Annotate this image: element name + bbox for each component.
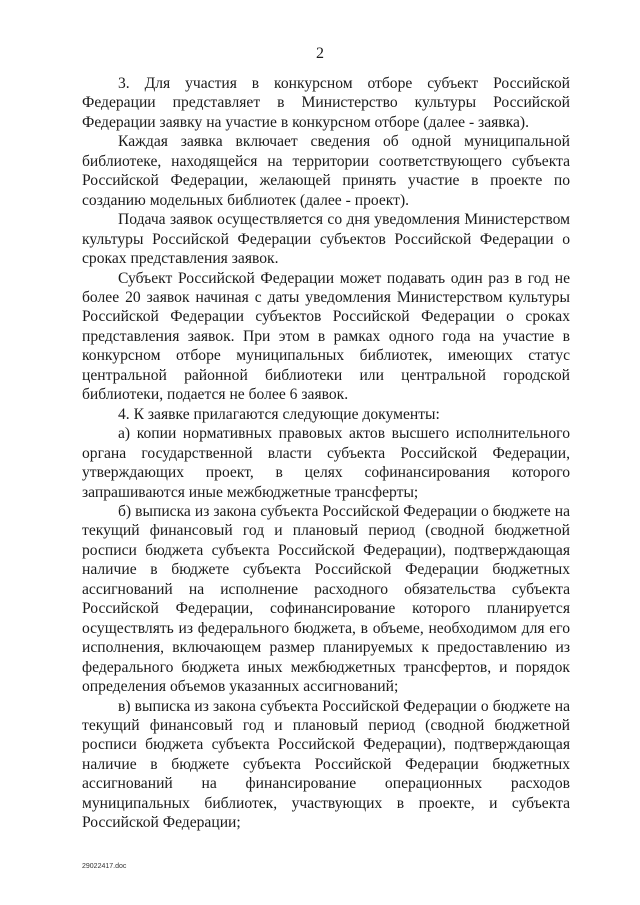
list-item-c: в) выписка из закона субъекта Российской Федерации о бюджете на текущий финансовый год и плановый период (сводной бюджетной росписи бюджета субъекта Российской Федерации), подтверждающая наличие в бюджете субъекта Российской Федерации бюджетных ассигнований на финансирование операционных расходов муниципальных библиотек, участвующих в проекте, и субъекта Российской Федерации; <box>82 697 570 832</box>
list-item-b: б) выписка из закона субъекта Российской Федерации о бюджете на текущий финансовый год и плановый период (сводной бюджетной росписи бюджета субъекта Российской Федерации), подтверждающая наличие в бюджете субъекта Российской Федерации бюджетных ассигнований на исполнение расходного обязательства субъекта Российской Федерации, софинансирование которого планируется осуществлять из федерального бюджета, в объеме, необходимом для его исполнения, включающем размер планируемых к предоставлению из федерального бюджета иных межбюджетных трансфертов, и порядок определения объемов указанных ассигнований; <box>82 502 570 696</box>
paragraph-submission-start: Подача заявок осуществляется со дня уведомления Министерством культуры Российской Федерации субъектов Российской Федерации о сроках представления заявок. <box>82 211 570 268</box>
document-body <box>82 74 570 833</box>
paragraph-3-application: 3. Для участия в конкурсном отборе субъект Российской Федерации представляет в Министерство культуры Российской Федерации заявку на участие в конкурсном отборе (далее - заявка). <box>82 75 570 131</box>
list-item-a: а) копии нормативных правовых актов высшего исполнительного органа государственной власти субъекта Российской Федерации, утверждающих проект, в целях софинансирования которого запрашиваются иные межбюджетные трансферты; <box>82 425 570 501</box>
page-number: 2 <box>316 45 324 62</box>
paragraph-submission-limit: Субъект Российской Федерации может подавать один раз в год не более 20 заявок начиная с даты уведомления Министерством культуры Российской Федерации субъектов Российской Федерации о сроках представления заявок. При этом в рамках одного года на участие в конкурсном отборе муниципальных библиотек, имеющих статус центральной районной библиотеки или центральной городской библиотеки, подается не более 6 заявок. <box>82 269 570 404</box>
paragraph-application-content: Каждая заявка включает сведения об одной муниципальной библиотеке, находящейся на территории соответствующего субъекта Российской Федерации, желающей принять участие в проекте по созданию модельных библиотек (далее - проект). <box>82 133 570 209</box>
paragraph-4-documents: 4. К заявке прилагаются следующие документы: <box>118 405 440 423</box>
file-name-footer: 29022417.doc <box>82 863 127 870</box>
